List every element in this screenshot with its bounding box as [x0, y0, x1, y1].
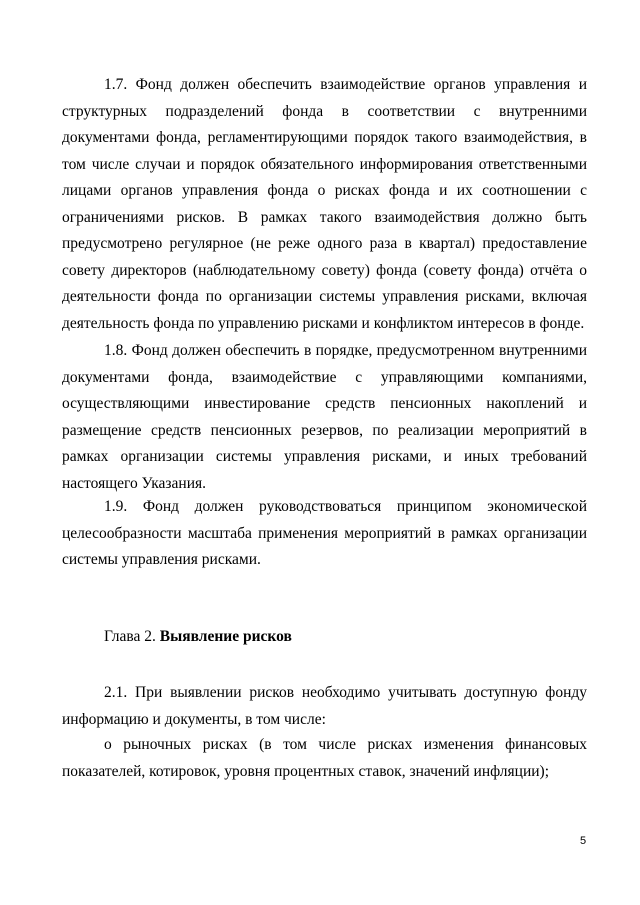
chapter-heading	[104, 626, 292, 648]
list-item-market-risks: о рыночных рисках (в том числе рисках изменения финансовых показателей, котировок, уровня процентных ставок, значений инфляции);	[62, 736, 587, 780]
paragraph-1-9: 1.9. Фонд должен руководствоваться принципом экономической целесообразности масштаба применения мероприятий в рамках организации системы управления рисками.	[62, 498, 587, 568]
paragraph-1-8: 1.8. Фонд должен обеспечить в порядке, предусмотренном внутренними документами фонда, взаимодействие с управляющими компаниями, осуществляющими инвестирование средств пенсионных накоплений и размещение средств пенсионных резервов, по реализации мероприятий в рамках организации системы управления рисками, и иных требований настоящего Указания.	[62, 342, 587, 492]
chapter-title: Выявление рисков	[159, 628, 292, 645]
page-number: 5	[580, 835, 587, 847]
chapter-prefix: Глава 2.	[104, 628, 156, 645]
paragraph-1-7: 1.7. Фонд должен обеспечить взаимодействие органов управления и структурных подразделений фонда в соответствии с внутренними документами фонда, регламентирующими порядок такого взаимодействия, в том числе случаи и порядок обязательного информирования ответственными лицами органов управления фонда о рисках фонда и их соотношении с ограничениями рисков. В рамках такого взаимодействия должно быть предусмотрено регулярное (не реже одного раза в квартал) предоставление совету директоров (наблюдательному совету) фонда (совету фонда) отчёта о деятельности фонда по организации системы управления рисками, включая деятельность фонда по управлению рисками и конфликтом интересов в фонде.	[62, 76, 587, 332]
paragraph-2-1: 2.1. При выявлении рисков необходимо учитывать доступную фонду информацию и документы, в том числе:	[62, 684, 587, 728]
